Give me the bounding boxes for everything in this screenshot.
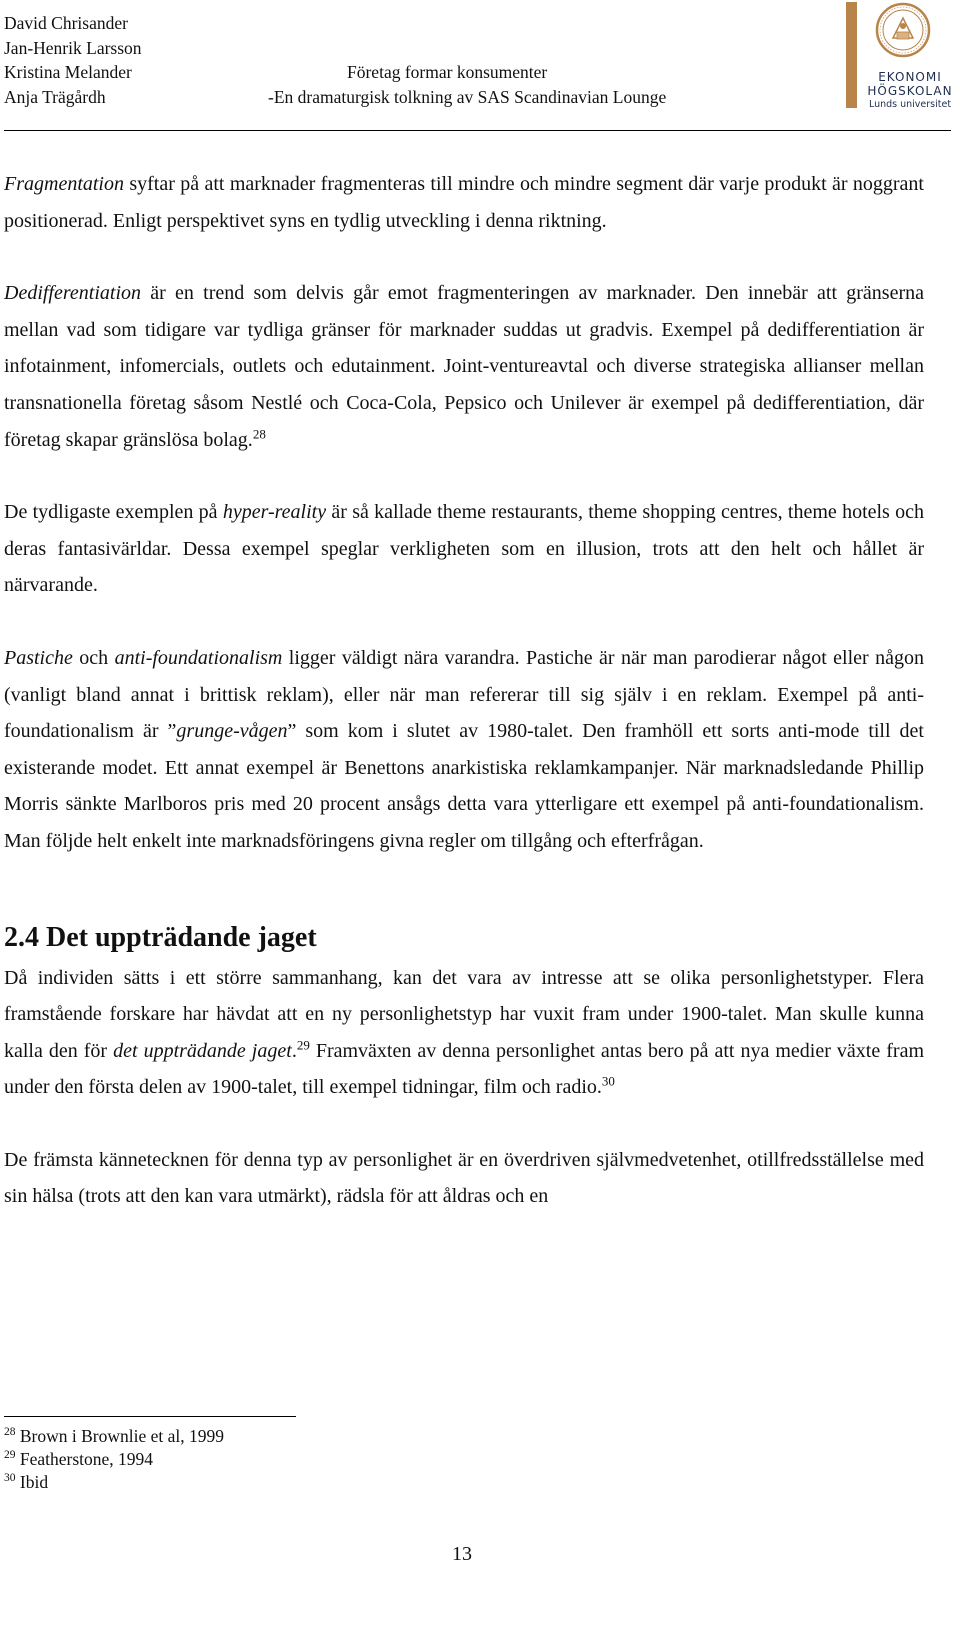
paragraph-fragmentation <box>4 166 924 239</box>
footnotes <box>4 1425 224 1494</box>
footnote-ref[interactable]: 28 <box>252 425 266 441</box>
logo-text-line3: Lunds universitet <box>868 99 952 110</box>
header-divider <box>4 130 951 131</box>
paragraph-hyper-reality <box>4 494 924 604</box>
paragraph-uppträdande-jaget <box>4 960 924 1106</box>
paragraph-pastiche <box>4 640 924 860</box>
body-text <box>4 166 924 1251</box>
paragraph-text: Då individen sätts i ett större sammanhang, kan det vara av intresse att se olika personlighetstyper. Flera framstående forskare har hävdat att en ny personlighetstyp har vuxit fram under 1900-talet. Man skulle kunna kalla den för <box>4 966 924 1062</box>
paragraph-text: ligger väldigt nära varandra. Pastiche är när man parodierar något eller någon (vanligt bland annat i brittisk reklam), eller när man refererar till sig själv i en reklam. Exempel på anti-foundationalism är ” <box>4 646 924 743</box>
footnote-ref[interactable]: 30 <box>601 1073 615 1089</box>
paragraph-text: Framväxten av denna personlighet antas bero på att nya medier växte fram under den första delen av 1900-talet, till exempel tidningar, film och radio. <box>4 1039 925 1099</box>
term-emphasis: Dedifferentiation <box>4 282 142 305</box>
document-subtitle: -En dramaturgisk tolkning av SAS Scandinavian Lounge <box>268 86 667 107</box>
term-emphasis: hyper-reality <box>222 501 327 524</box>
footnote <box>4 1425 224 1448</box>
page-number-text: 13 <box>452 1543 472 1565</box>
spacer <box>4 884 924 918</box>
footnote <box>4 1471 224 1494</box>
page-header <box>0 0 960 132</box>
term-emphasis: Fragmentation <box>4 173 124 195</box>
footnote-ref[interactable]: 29 <box>296 1037 310 1053</box>
footnote <box>4 1448 224 1471</box>
footnote-number: 30 <box>4 1472 16 1485</box>
paragraph-dedifferentiation <box>4 275 924 458</box>
author-name: Anja Trägårdh <box>4 86 106 107</box>
paragraph-text: ” som kom i slutet av 1980-talet. Den framhöll ett sorts anti-mode till det existerande modet. Ett annat exempel är Benettons anarkistiska reklamkampanjer. När marknadsledande Phillip Morris sänkte Marlboros pris med 20 procent ansågs detta vara ytterligare ett exempel på anti-foundationalism. Man följde helt enkelt inte marknadsföringens givna regler om tillgång och efterfrågan. <box>4 720 924 852</box>
seal-icon <box>875 2 931 58</box>
page-number <box>0 1543 924 1566</box>
term-emphasis: Pastiche <box>4 646 73 669</box>
section-heading: 2.4 Det uppträdande jaget <box>4 921 317 953</box>
paragraph-text: De främsta kännetecknen för denna typ av personlighet är en överdriven självmedvetenhet, otillfredsställelse med sin hälsa (trots att den kan vara utmärkt), rädsla för att åldras och en <box>4 1148 924 1208</box>
term-emphasis: det uppträdande jaget <box>113 1039 292 1062</box>
footnote-number: 29 <box>4 1449 16 1462</box>
footnote-divider <box>4 1416 296 1417</box>
author-list <box>4 11 142 109</box>
paragraph-kannetecken <box>4 1142 924 1215</box>
paragraph-text: . <box>291 1039 297 1062</box>
logo-text-line2: HÖGSKOLAN <box>867 84 953 98</box>
paragraph-text: och <box>72 646 115 669</box>
document-title: Företag formar konsumenter <box>347 62 548 82</box>
university-logo <box>846 2 956 112</box>
logo-text-line1: EKONOMI <box>878 70 942 84</box>
footnote-number: 28 <box>4 1426 16 1439</box>
logo-bar <box>846 2 857 108</box>
footnote-text: Featherstone, 1994 <box>15 1449 154 1469</box>
paragraph-text: De tydligaste exemplen på <box>4 501 223 524</box>
paragraph-text: är en trend som delvis går emot fragmenteringen av marknader. Den innebär att gränserna mellan vad som tidigare var tydliga gränser för marknader suddas ut gradvis. Exempel på dedifferentiation är infotainment, infomercials, outlets och edutainment. Joint-ventureavtal och diverse strategiska allianser mellan transnationella företag såsom Nestlé och Coca-Cola, Pepsico och Unilever är exempel på dedifferentiation, där företag skapar gränslösa bolag. <box>4 282 924 451</box>
paragraph-text: är så kallade theme restaurants, theme shopping centres, theme hotels och deras fantasivärldar. Dessa exempel speglar verkligheten som en illusion, trots att den helt och hållet är närvarande. <box>4 501 924 597</box>
document-title-block <box>268 60 666 109</box>
author-name: Jan-Henrik Larsson <box>4 37 142 58</box>
paragraph-text: syftar på att marknader fragmenteras till mindre och mindre segment där varje produkt är noggrant positionerad. Enligt perspektivet syns en tydlig utveckling i denna riktning. <box>4 173 924 232</box>
term-emphasis: grunge-vågen <box>176 720 288 743</box>
author-name: David Chrisander <box>4 13 128 33</box>
term-emphasis: anti-foundationalism <box>114 646 283 669</box>
footnote-text: Brown i Brownlie et al, 1999 <box>15 1426 225 1446</box>
footnote-text: Ibid <box>15 1472 49 1492</box>
author-name: Kristina Melander <box>4 62 132 82</box>
